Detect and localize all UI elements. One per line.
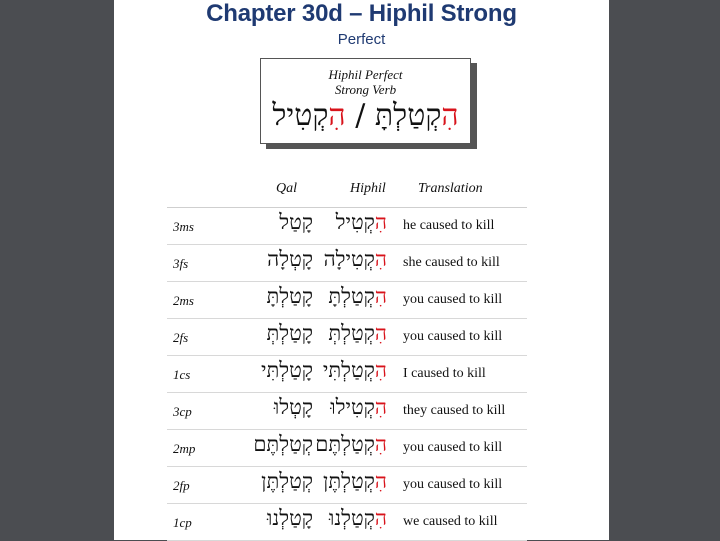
hiphil-form <box>330 395 387 420</box>
hiphil-rest: קְטַלְתִּי <box>322 358 375 382</box>
table-row <box>167 356 527 393</box>
table-row <box>167 393 527 430</box>
hiphil-rest: קְטַלְתֶּן <box>323 469 375 493</box>
hiphil-prefix: הִ <box>374 210 387 234</box>
hiphil-prefix: הִ <box>374 321 387 345</box>
hiphil-form <box>323 358 387 383</box>
translation-text: we caused to kill <box>403 514 498 529</box>
hiphil-rest: קְטִילָה <box>323 247 375 271</box>
hiphil-prefix: הִ <box>374 469 387 493</box>
hiphil-prefix: הִ <box>374 284 387 308</box>
box-form-a-prefix: הִ <box>441 98 459 133</box>
qal-form: קָטַלְתִּי <box>260 358 313 382</box>
qal-form: קָטַלְנוּ <box>267 506 313 530</box>
hiphil-form <box>336 210 387 235</box>
pgn-label: 3fs <box>173 256 189 271</box>
translation-text: you caused to kill <box>403 292 503 307</box>
qal-form: קְטַלְתֶּם <box>253 432 313 456</box>
hiphil-rest: קְטַלְתָּ <box>328 284 375 308</box>
hiphil-rest: קְטַלְתְּ <box>328 321 375 345</box>
box-hebrew-forms <box>261 98 470 133</box>
translation-text: she caused to kill <box>403 255 500 270</box>
qal-form: קָטְלוּ <box>273 395 313 419</box>
box-caption-line2: Strong Verb <box>334 82 397 97</box>
hiphil-prefix: הִ <box>374 506 387 530</box>
qal-form: קָטְלָה <box>267 247 313 271</box>
box-caption-line1: Hiphil Perfect <box>328 67 403 82</box>
translation-text: you caused to kill <box>403 329 503 344</box>
table-row <box>167 467 527 504</box>
column-header-hiphil: Hiphil <box>350 181 386 196</box>
hiphil-form <box>329 506 387 531</box>
hiphil-rest: קְטִילוּ <box>330 395 375 419</box>
paradigm-table <box>167 207 527 541</box>
hiphil-form <box>323 469 387 494</box>
hiphil-rest: קְטַלְתֶּם <box>315 432 375 456</box>
column-header-qal: Qal <box>276 181 297 196</box>
hiphil-rest: קְטִיל <box>335 210 375 234</box>
hiphil-form <box>324 247 387 272</box>
box-form-b-rest: קְטִיל <box>272 98 329 133</box>
translation-text: they caused to kill <box>403 403 506 418</box>
box-separator: / <box>345 98 375 133</box>
page-subtitle: Perfect <box>337 31 386 48</box>
pgn-label: 2fs <box>173 330 189 345</box>
qal-form: קְטַלְתֶּן <box>261 469 313 493</box>
pgn-label: 2mp <box>173 441 196 456</box>
box-form-b-prefix: הִ <box>328 98 346 133</box>
translation-text: you caused to kill <box>403 440 503 455</box>
pgn-label: 2ms <box>173 293 194 308</box>
hiphil-prefix: הִ <box>374 247 387 271</box>
qal-form: קָטַלְתָּ <box>266 284 313 308</box>
table-row <box>167 245 527 282</box>
table-row <box>167 319 527 356</box>
hiphil-prefix: הִ <box>374 432 387 456</box>
box-form-a-rest: קְטַלְתָּ <box>374 98 442 133</box>
column-header-translation: Translation <box>418 181 483 196</box>
qal-form: קָטַל <box>279 210 313 234</box>
table-row <box>167 504 527 541</box>
hiphil-form <box>328 284 387 309</box>
hiphil-form <box>315 432 387 457</box>
pgn-label: 3cp <box>173 404 192 419</box>
hiphil-rest: קְטַלְנוּ <box>328 506 375 530</box>
translation-text: he caused to kill <box>403 218 495 233</box>
pgn-label: 1cp <box>173 515 192 530</box>
pgn-label: 1cs <box>173 367 191 382</box>
qal-form: קָטַלְתְּ <box>266 321 313 345</box>
hiphil-prefix: הִ <box>374 395 387 419</box>
table-row <box>167 282 527 319</box>
table-row <box>167 208 527 245</box>
hiphil-form <box>328 321 387 346</box>
paradigm-box <box>260 58 471 144</box>
translation-text: I caused to kill <box>403 366 486 381</box>
translation-text: you caused to kill <box>403 477 503 492</box>
page-title: Chapter 30d – Hiphil Strong <box>206 0 517 27</box>
pgn-label: 2fp <box>173 478 190 493</box>
table-row <box>167 430 527 467</box>
slide-page <box>114 0 609 540</box>
hiphil-prefix: הִ <box>374 358 387 382</box>
pgn-label: 3ms <box>173 219 194 234</box>
